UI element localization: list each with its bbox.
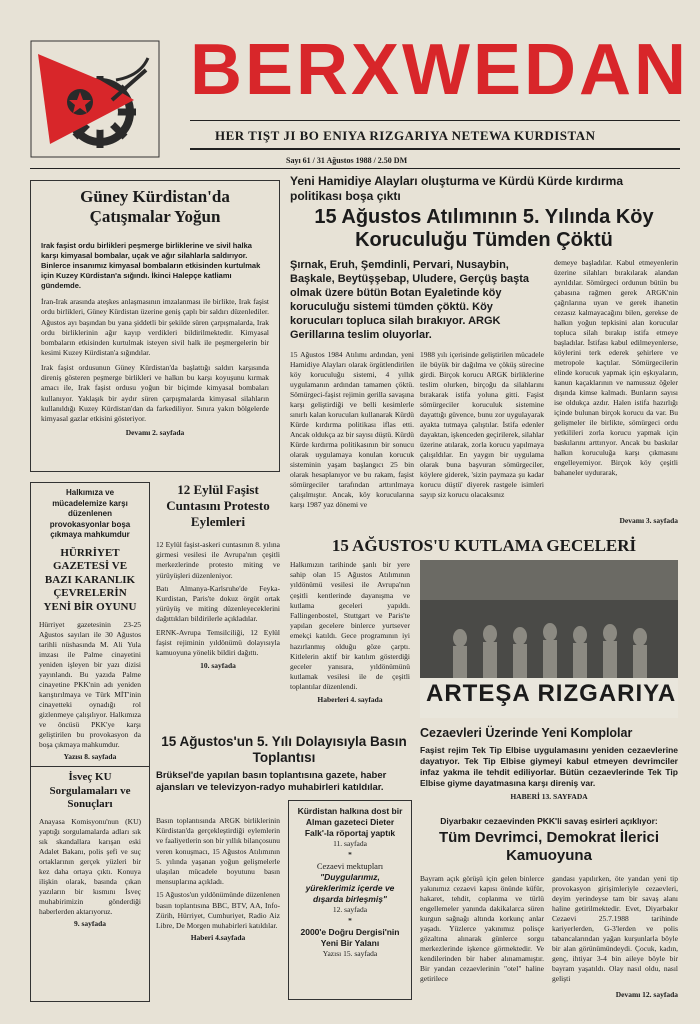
diyarbakir-col-2-text: gandası yapılırken, öte yandan yeni tip provokasyon girişimleriyle cezaevleri, deyim yerindeyse tam bir savaş alanı haline getirilmektedir. Evet, Diyarbakır Cezaevi 25.7.1988 tarihinde kariyerlerden, G-3'lerden ve polis tabancalarından yağan kurşunlarla böyle bir alan görünümündeydi. Çocuk, kadın, genç, ihtiyar 3-4 bin aileye böyle bir bayram yaşatıldı. Olay nasıl oldu, nasıl gelişti	[552, 874, 678, 983]
hamidiye-kicker	[290, 174, 678, 204]
cezaevi-article	[420, 726, 678, 801]
kutlama-article	[290, 560, 410, 704]
left-article	[30, 180, 280, 472]
index-c-page: Yazısı 15. sayfada	[322, 948, 378, 958]
left-article-p2: Irak faşist ordusunun Güney Kürdistan'da başlattığı saldırı karşısında direniş gösteren peşmerge birlikleri ve halkın bu karşı koyuşunu kırmak amacı ile, Irak faşist ordusu yoğun bir biçimde kimyasal bombaları kullanıyor. Yaklaşık bir aydır süren çarpışmalarda kimyasal silahların kullanıldığı Kuzey Kürdistan'dan da farkediliyor. Sınıra yakın bölgelerde kimyasal gazlar etkisini gösteriyor.	[41, 362, 269, 424]
diyarbakir-continued: Devamı 12. sayfada	[615, 990, 678, 999]
basin-p1: Basın toplantısında ARGK birliklerinin Kürdistan'da gerçekleştirdiği eylemlerin ve faaliyetlerin son bir yıllık bilançosunu veren konuşmacı, 15 Ağustos Atılımının 5. yılında yaşanan yoğun gelişmelerle ulaşılan mücadele boyutunu basın mensuplarına açıkladı.	[156, 816, 280, 887]
basin-heading	[156, 734, 412, 794]
sidebar-hurriyet	[30, 482, 150, 1002]
cezaevi-title: Cezaevleri Üzerinde Yeni Komplolar	[420, 726, 633, 740]
sidebar-sub-continued: 9. sayfada	[73, 918, 107, 928]
masthead-title: BERXWEDAN	[190, 30, 690, 110]
eylul-p1: 12 Eylül faşist-askeri cuntasının 8. yılına girmesi vesilesi ile Avrupa'nın çeşitli merkezlerinde protesto miting ve yürüyüşleri düzenleniyor.	[156, 540, 280, 580]
index-separator-2: *	[348, 915, 352, 925]
basin-p2: 15 Ağustos'un yıldönümünde düzenlenen basın toplantısına BBC, BTV, AA, Info-Zürih, Hürriyet, Cumhuriyet, Radio Aiz Libre, De Morgen muhabirleri katıldılar.	[156, 890, 280, 931]
kutlama-heading	[290, 536, 678, 556]
index-box	[288, 800, 412, 1000]
kutlama-continued: Haberleri 4. sayfada	[317, 694, 383, 704]
eylul-p3: ERNK-Avrupa Temsilciliği, 12 Eylül faşist rejiminin yıldönümü dolayısıyla kamuoyuna yönelik bildiri dağıttı.	[156, 627, 280, 658]
main-col-1	[290, 350, 414, 526]
sidebar-sub-body: Anayasa Komisyonu'nun (KU) yaptığı sorgulamalarda adları sık sık skandallara karışan eski Adalet Bakanı, polis şefi ve suç ortaklarının gerçek yüzleri bir kez daha ortaya çıktı. Konuya ilişkin olarak, basında çıkan yazıların bir kısmını İsveç muhabirimizin gönderdiği haberlerden aktarıyoruz.	[39, 816, 141, 916]
hamidiye-title: Yeni Hamidiye Alayları oluşturma ve Kürdü Kürde kırdırma politikası boşa çıktı	[290, 174, 623, 203]
main-col-2	[420, 350, 544, 526]
diyarbakir-col-1	[420, 874, 544, 1002]
basin-title: 15 Ağustos'un 5. Yılı Dolayısıyla Basın Toplantısı	[161, 734, 407, 765]
header-rule	[30, 168, 680, 169]
main-article-headline	[290, 206, 678, 252]
diyarbakir-kicker: Diyarbakır cezaevinden PKK'li savaş esirleri açıklıyor:	[440, 816, 658, 826]
sidebar-body: Hürriyet gazetesinin 23-25 Ağustos sayıları ile 30 Ağustos tarihli nüshasında M. Ali Yula imzası ile Palme cinayetini yeniden işleyen bir yazı dizisi yayınlandı. Bu yazıda Palme cinayetine PKK'nin adı yeniden karıştırılmaya ve Türk MİT'inin cinayetteki oynadığı rol gizlenmeye çalışılıyor. Halkımıza ve öncüsü PKK'ye karşı geliştirilen bu provokasyon da boşa çıkmaya mahkumdur.	[39, 620, 141, 749]
left-article-continued: Devamı 2. sayfada	[125, 427, 185, 437]
kutlama-body: Halkımızın tarihinde şanlı bir yere sahip olan 15 Ağustos Atılımının yıldönümü vesilesi ile Avrupa'nın çeşitli kentlerinde dayanışma ve kutlama geceleri yapıldı. Fallingenbostel, Stuttgart ve Paris'te yapılan gecelere binlerce yurtsever emekçi katıldı. Gece programının iyi hazırlanmış olduğu göze çarptı. Kitlelerin aktif bir katılım gösterdiği geceler yanısıra, yıldönümünü kutlamak vesilesi ile de çeşitli toplantılar düzenlendi.	[290, 560, 410, 692]
diyarbakir-col-2	[552, 874, 678, 990]
cezaevi-body: Faşist rejim Tek Tip Elbise uygulamasını yeniden cezaevlerine dayatıyor. Tek Tip Elbise giymeyi kabul etmeyen devrimciler infaz yakma ile tehdit ediliyorlar. Bütün cezaevlerinde Tek Tip Elbise giyme dayatmasına karşı direniş var.	[420, 745, 678, 788]
masthead-tagline: HER TIŞT JI BO ENIYA RIZGARIYA NETEWA KURDISTAN	[215, 128, 596, 143]
diyarbakir-heading	[420, 816, 678, 865]
eylul-continued: 10. sayfada	[200, 661, 236, 671]
main-lead: Şırnak, Eruh, Şemdinli, Pervari, Nusaybin, Başkale, Beytüşşebap, Uludere, Gerçüş başta olmak üzere bütün Botan Eyaletinde köy koruculuğu sistemi tümden çöktü. Köy korucuları topluca silah bırakıyor. ARGK Gerillarına teslim oluyorlar.	[290, 259, 530, 341]
masthead-rule	[190, 120, 680, 121]
index-c-title: 2000'e Doğru Dergisi'nin Yeni Bir Yalanı	[300, 926, 400, 948]
cezaevi-continued: HABERİ 13. SAYFADA	[510, 792, 588, 801]
index-a-title: Kürdistan halkına dost bir Alman gazeteci Dieter Falk'-la röportaj yaptık	[297, 806, 403, 838]
diyarbakir-col-1-text: Bayram açık görüşü için gelen binlerce yakınımız cezaevi kapısı önünde küfür, hakaret, tehdit, coplanma ve türlü engellemeler yanında dakikalarca süren kurgun sağnağı altında korkunç anlar yaşadı. Yüzlerce yakınımız polisçe gözaltına alınarak günlerce sorgu merkezlerinde işkence görmektedir. Ve kendilerinden bir haber alınamamıştır. Bir yandan cezaevlerinin "otel" haline getirilece	[420, 874, 544, 983]
index-b-intro: Cezaevi mektupları	[316, 861, 384, 871]
main-article-lead	[290, 258, 548, 342]
index-separator-1: *	[348, 850, 352, 859]
kutlama-photo	[420, 560, 678, 718]
main-continued: Devamı 3. sayfada	[619, 516, 678, 525]
eylul-title: 12 Eylül Faşist Cuntasını Protesto Eylemleri	[166, 482, 270, 529]
photo-banner-text: ARTEŞA RIZGARIYA	[426, 680, 677, 707]
index-b-page: 12. sayfada	[332, 904, 368, 914]
diyarbakir-title: Tüm Devrimci, Demokrat İlerici Kamuoyuna	[438, 829, 660, 864]
main-col-3	[554, 258, 678, 516]
logo-emblem	[30, 40, 160, 158]
left-article-title: Güney Kürdistan'da Çatışmalar Yoğun	[80, 187, 230, 226]
main-col-2-text: 1988 yılı içerisinde geliştirilen mücadele ile büyük bir dağılma ve çöküş sürecine girdi. Birçok korucu ARGK birliklerine teslim olurken, birçoğu da silahlarını bırakarak istifa yoluna gitti. Faşist sömürgeciler koruculuk sistemine dayattığı güvence, bunu zor uygulayarak ayakta tutmaya çalıştılar. İstifa edenler dayaktan, işkenceden geçirilerek, silahlar üzerine atılarak, zorla korucu yapılmaya çalışıldılar. En yaygın bir uygulama olarak buna başvuran sömürgeciler, köylere giderek, 'sizin paymaza şu kadar korucu düştü' diyerek rastgele isimleri sayıp siz korucu olacaksınız	[420, 350, 544, 499]
main-headline: 15 Ağustos Atılımının 5. Yılında Köy Koruculuğu Tümden Çöktü	[314, 206, 654, 251]
sidebar-lead: Halkımıza ve mücadelemize karşı düzenlenen provokasyonlar boşa çıkmaya mahkumdur	[49, 488, 131, 539]
basin-lead: Brüksel'de yapılan basın toplantısına gazete, haber ajansları ve televizyon-radyo muhabirleri katıldılar.	[156, 770, 387, 793]
main-col-3-text: demeye başladılar. Kabul etmeyenlerin üzerine silahları bırakılarak alandan ayrıldılar. Sömürgeci ordunun bütün bu çabasına rağmen gerek ARGK'nin çağrılarına uyan ve gerek ihanetin cezasız kalmayacağını bilen, gerekse de halkın yoğun tepkisini alan korucular topluca silah bırakıp istifa etmeye başladılar. İstifası kabul edilmeyenlerse, köylerini terk ederek şehirlere ve metropole kaçtılar. Sömürgecilerin elinde korucuk yapmak için eşkıyaların, kanun kaçaklarının ve namussuz öğeler dışında kimse kalmadı. Bunların sayısı ise oldukça azdır. Halen istifa hazırlığı içinde bulunan birçok korucu da var. Bu gelişmeler ile birlikte, sömürgeci ordu yetkilileri zorla korucu yapmak için baskılarını arttırıyor. Ancak bu baskılar halkın koruculuğa karşı çıkmasını engelleyemiyor. Birçok köy çeşitli bahaneler uydurarak,	[554, 258, 678, 477]
left-article-p1: İran-Irak arasında ateşkes anlaşmasının imzalanması ile birlikte, Irak faşist ordu birlikleri, Güney Kürdistan üzerine geniş çaplı bir saldırı düzenlediler. Ağustos ayı başından bu yana şiddetli bir şekilde süren çarpışmalarda, Irak ordu birliklerinin ağır kayıp verdikleri bildirilmektedir. Kimyasal bombaların etkisinden kurtulmak isteyen sivil halk ile peşmergelerin bir kesimi Kuzey Kürdistan'a sığındılar.	[41, 297, 269, 358]
left-article-lead: Irak faşist ordu birlikleri peşmerge birliklerine ve sivil halka karşı kimyasal bombalar, uçak ve ağır silahlarla saldırıyor. Binlerce insanımız kimyasal bombaların etkisinden kurtulmak için Kuzey Kürdistan'a sığındı. İkinci Halepçe katliamı gündemde.	[41, 241, 261, 290]
main-col-1-text: 15 Ağustos 1984 Atılımı ardından, yeni Hamidiye Alayları olarak örgütlendirilen köy koruculuğu sistemi, 4 yıllık uygulamanın ardından tamamen çöktü. Sömürgeci-faşist rejimin gerilla savaşına karşı geliştirdiği ve belli kesimlerle sınırlı kalan korucuları kullanarak Kürdü Kürde kırdırma politikası iflas etti. Ancak oldukça az bir sayısı düştü. Kürdü Kürde kırdırma politikasının bir sonucu olarak uygulamaya konulan korucuk sisteminin yaşam başlangıcı 25 bin olarak hesaplanıyor ve bu rakam, faşist sömürgeciler tarafından arttırılmaya çalışılmıştır. Ancak, köy korucularına karşı 1987 yaz dönemi ve	[290, 350, 414, 509]
basin-body	[156, 816, 280, 942]
sidebar-continued: Yazısı 8. sayfada	[63, 752, 117, 761]
basin-continued: Haberi 4.sayfada	[190, 933, 246, 943]
kutlama-title: 15 AĞUSTOS'U KUTLAMA GECELERİ	[331, 536, 637, 555]
tagline-rule	[190, 148, 680, 150]
issue-info: Sayı 61 / 31 Ağustos 1988 / 2.50 DM	[286, 156, 408, 165]
index-a-page: 11. sayfada	[333, 839, 367, 848]
sidebar-title: HÜRRİYET GAZETESİ VE BAZI KARANLIK ÇEVRELERİN YENİ BİR OYUNU	[43, 546, 137, 613]
eylul-p2: Batı Almanya-Karlsruhe'de Feyka-Kurdistan, Paris'te dokuz örgüt ortak yürüyüş ve miting düzenleyeceklerini dağıttıkları bildirilerle açıkladılar.	[156, 583, 280, 624]
index-b-title: "Duygularımız, yüreklerimiz içerde ve dışarda birleşmiş"	[305, 871, 395, 904]
eylul-article	[156, 482, 280, 670]
sidebar-sub-title: İsveç KU Sorgulamaları ve Sonuçları	[49, 771, 131, 810]
